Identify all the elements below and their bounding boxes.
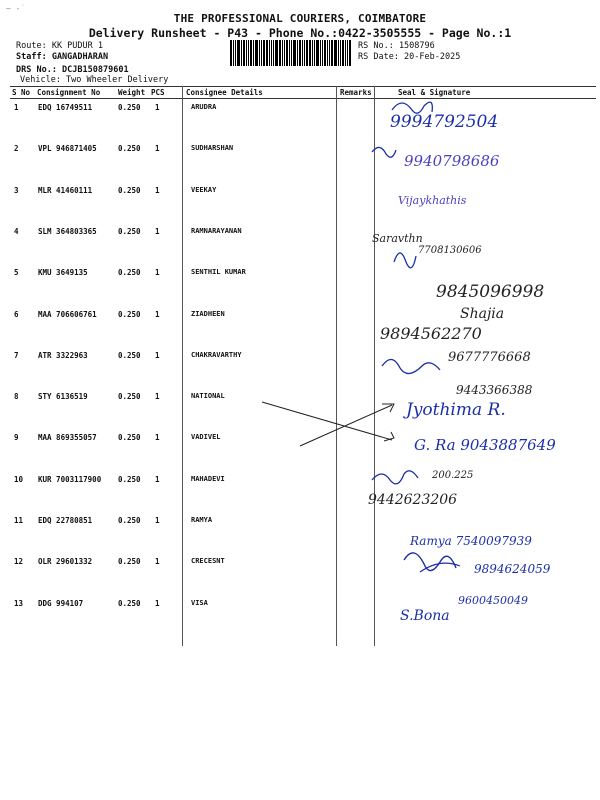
rs-date: RS Date: 20-Feb-2025 (358, 52, 461, 62)
cell-consignment: KMU 3649135 (38, 268, 88, 277)
col-weight: Weight (118, 88, 146, 97)
cell-weight: 0.250 (118, 144, 141, 153)
cell-pcs: 1 (155, 227, 160, 236)
cell-weight: 0.250 (118, 392, 141, 401)
cell-weight: 0.250 (118, 351, 141, 360)
cell-sno: 7 (14, 351, 19, 360)
cell-pcs: 1 (155, 433, 160, 442)
cell-weight: 0.250 (118, 516, 141, 525)
cell-weight: 0.250 (118, 310, 141, 319)
cell-consignee: VADIVEL (191, 433, 221, 441)
barcode-bar (255, 40, 258, 66)
cell-consignee: ARUDRA (191, 103, 217, 111)
handwritten-name-8: Jyothima R. (406, 400, 506, 420)
handwritten-name-4: Saravthn (372, 232, 423, 245)
cell-consignment: SLM 364803365 (38, 227, 97, 236)
cell-consignee: VEEKAY (191, 186, 217, 194)
cell-consignee: ZIADHEEN (191, 310, 225, 318)
barcode-bar (342, 40, 344, 66)
corner-scribble: ~ -˙ (6, 4, 26, 13)
barcode-bar (246, 40, 247, 66)
route-label: Route: KK PUDUR 1 (16, 41, 103, 51)
barcode-bar (297, 40, 298, 66)
cell-consignee: CHAKRAVARTHY (191, 351, 242, 359)
cell-pcs: 1 (155, 516, 160, 525)
handwritten-phone-4: 7708130606 (418, 245, 482, 256)
barcode-bar (302, 40, 303, 66)
barcode-bar (304, 40, 305, 66)
cell-consignee: VISA (191, 599, 208, 607)
barcode-bar (243, 40, 245, 66)
runsheet-subtitle: Delivery Runsheet - P43 - Phone No.:0422-3505555 - Page No.:1 (88, 26, 512, 40)
barcode-bar (340, 40, 341, 66)
barcode-bar (327, 40, 328, 66)
vehicle-label: Vehicle: Two Wheeler Delivery (20, 75, 169, 85)
barcode-bar (349, 40, 351, 66)
barcode-bar (253, 40, 254, 66)
cell-weight: 0.250 (118, 186, 141, 195)
barcode-bar (275, 40, 278, 66)
handwritten-phone-1: 9994792504 (390, 112, 499, 132)
barcode (230, 40, 354, 66)
cell-pcs: 1 (155, 268, 160, 277)
handwritten-name-13: S.Bona (400, 608, 450, 624)
cell-pcs: 1 (155, 599, 160, 608)
remarks-column-rule-right (374, 86, 375, 646)
header-bottom-rule (10, 98, 596, 99)
barcode-bar (241, 40, 242, 66)
cell-consignee: RAMNARAYANAN (191, 227, 242, 235)
cell-consignment: MAA 706606761 (38, 310, 97, 319)
cell-weight: 0.250 (118, 227, 141, 236)
barcode-bar (259, 40, 260, 66)
handwritten-phone-8: 9443366388 (456, 383, 533, 397)
signature-scrawl-3 (394, 253, 416, 268)
barcode-bar (322, 40, 323, 66)
cell-sno: 11 (14, 516, 24, 525)
barcode-bar (233, 40, 234, 66)
cell-consignment: ATR 3322963 (38, 351, 88, 360)
barcode-bar (266, 40, 268, 66)
cell-pcs: 1 (155, 392, 160, 401)
barcode-bar (284, 40, 285, 66)
cell-sno: 8 (14, 392, 19, 401)
handwritten-phone-11: Ramya 7540097939 (410, 534, 532, 548)
arrow-head-1 (382, 404, 394, 412)
barcode-bar (293, 40, 296, 66)
cell-weight: 0.250 (118, 268, 141, 277)
cell-sno: 5 (14, 268, 19, 277)
barcode-bar (312, 40, 313, 66)
barcode-bar (289, 40, 290, 66)
barcode-bar (345, 40, 346, 66)
barcode-bar (273, 40, 274, 66)
barcode-bar (329, 40, 330, 66)
cell-pcs: 1 (155, 557, 160, 566)
barcode-bar (331, 40, 333, 66)
cell-consignee: RAMYA (191, 516, 213, 524)
cell-pcs: 1 (155, 475, 160, 484)
cell-consignee: NATIONAL (191, 392, 225, 400)
col-consignment: Consignment No (37, 88, 101, 97)
cell-sno: 6 (14, 310, 19, 319)
signature-scrawl-6 (404, 553, 456, 571)
handwritten-phone-10: 9442623206 (368, 492, 458, 508)
cell-pcs: 1 (155, 186, 160, 195)
signature-scrawl-4 (382, 359, 440, 373)
handwritten-phone-9: G. Ra 9043887649 (414, 436, 556, 454)
cell-sno: 3 (14, 186, 19, 195)
cell-sno: 1 (14, 103, 19, 112)
cell-consignment: EDQ 22780851 (38, 516, 93, 525)
cell-sno: 13 (14, 599, 24, 608)
cell-sno: 12 (14, 557, 24, 566)
cell-sno: 10 (14, 475, 24, 484)
barcode-bar (324, 40, 326, 66)
cell-weight: 0.250 (118, 433, 141, 442)
header-top-rule (10, 86, 596, 87)
cross-line-1 (262, 402, 392, 440)
company-title: THE PROFESSIONAL COURIERS, COIMBATORE (173, 12, 427, 25)
barcode-bar (263, 40, 265, 66)
barcode-bar (306, 40, 308, 66)
cell-sno: 4 (14, 227, 19, 236)
signature-scrawl-5 (372, 471, 418, 484)
signature-scrawl-2 (372, 147, 396, 157)
barcode-bar (282, 40, 283, 66)
col-remarks: Remarks (340, 88, 372, 97)
handwritten-phone-13: 9600450049 (458, 594, 528, 607)
barcode-bar (320, 40, 321, 66)
cell-pcs: 1 (155, 144, 160, 153)
cell-consignment: MAA 869355057 (38, 433, 97, 442)
handwritten-phone-2: 9940798686 (404, 152, 500, 170)
barcode-bar (309, 40, 311, 66)
cell-consignment: EDQ 16749511 (38, 103, 93, 112)
col-sno: S No (12, 88, 31, 97)
barcode-bar (334, 40, 337, 66)
cell-pcs: 1 (155, 103, 160, 112)
drs-number: DRS No.: DCJB150879601 (16, 65, 129, 75)
cell-consignment: STY 6136519 (38, 392, 88, 401)
handwritten-note-10: 200.225 (432, 470, 474, 481)
remarks-column-rule-left (336, 86, 337, 646)
rs-number: RS No.: 1508796 (358, 41, 435, 51)
barcode-bar (250, 40, 252, 66)
cell-weight: 0.250 (118, 557, 141, 566)
col-consignee: Consignee Details (186, 88, 263, 97)
cell-weight: 0.250 (118, 103, 141, 112)
col-seal-signature: Seal & Signature (398, 88, 471, 97)
handwritten-phone-12: 9894624059 (474, 562, 551, 576)
cell-weight: 0.250 (118, 599, 141, 608)
handwritten-name-6: Shajia (460, 306, 505, 322)
consignee-column-rule (182, 86, 183, 646)
cell-consignment: KUR 7003117900 (38, 475, 102, 484)
barcode-bar (279, 40, 281, 66)
cell-consignee: MAHADEVI (191, 475, 225, 483)
cell-consignment: MLR 41460111 (38, 186, 93, 195)
cell-consignment: DDG 994107 (38, 599, 84, 608)
col-pcs: PCS (151, 88, 165, 97)
barcode-bar (235, 40, 236, 66)
cell-consignment: OLR 29601332 (38, 557, 93, 566)
cell-sno: 9 (14, 433, 19, 442)
cell-consignee: SENTHIL KUMAR (191, 268, 246, 276)
signature-scrawl-7 (420, 563, 460, 572)
handwritten-name-3: Vijaykhathis (398, 194, 467, 207)
arrow-head-2 (384, 432, 394, 441)
cell-pcs: 1 (155, 310, 160, 319)
barcode-bar (316, 40, 319, 66)
cell-consignment: VPL 946871405 (38, 144, 97, 153)
barcode-bar (261, 40, 262, 66)
barcode-bar (286, 40, 288, 66)
barcode-bar (299, 40, 301, 66)
cell-pcs: 1 (155, 351, 160, 360)
cell-weight: 0.250 (118, 475, 141, 484)
cell-consignee: CRECESNT (191, 557, 225, 565)
barcode-bar (347, 40, 348, 66)
barcode-bar (338, 40, 339, 66)
barcode-bar (237, 40, 240, 66)
cell-consignee: SUDHARSHAN (191, 144, 234, 152)
barcode-bar (314, 40, 315, 66)
barcode-bar (271, 40, 272, 66)
barcode-bar (269, 40, 270, 66)
handwritten-phone-6: 9894562270 (380, 324, 482, 343)
barcode-bar (230, 40, 232, 66)
cell-sno: 2 (14, 144, 19, 153)
handwritten-phone-5: 9845096998 (436, 282, 545, 302)
staff-label: Staff: GANGADHARAN (16, 52, 109, 62)
cross-line-2 (300, 405, 392, 446)
barcode-bar (291, 40, 292, 66)
handwritten-phone-7: 9677776668 (448, 350, 531, 365)
barcode-bar (248, 40, 249, 66)
